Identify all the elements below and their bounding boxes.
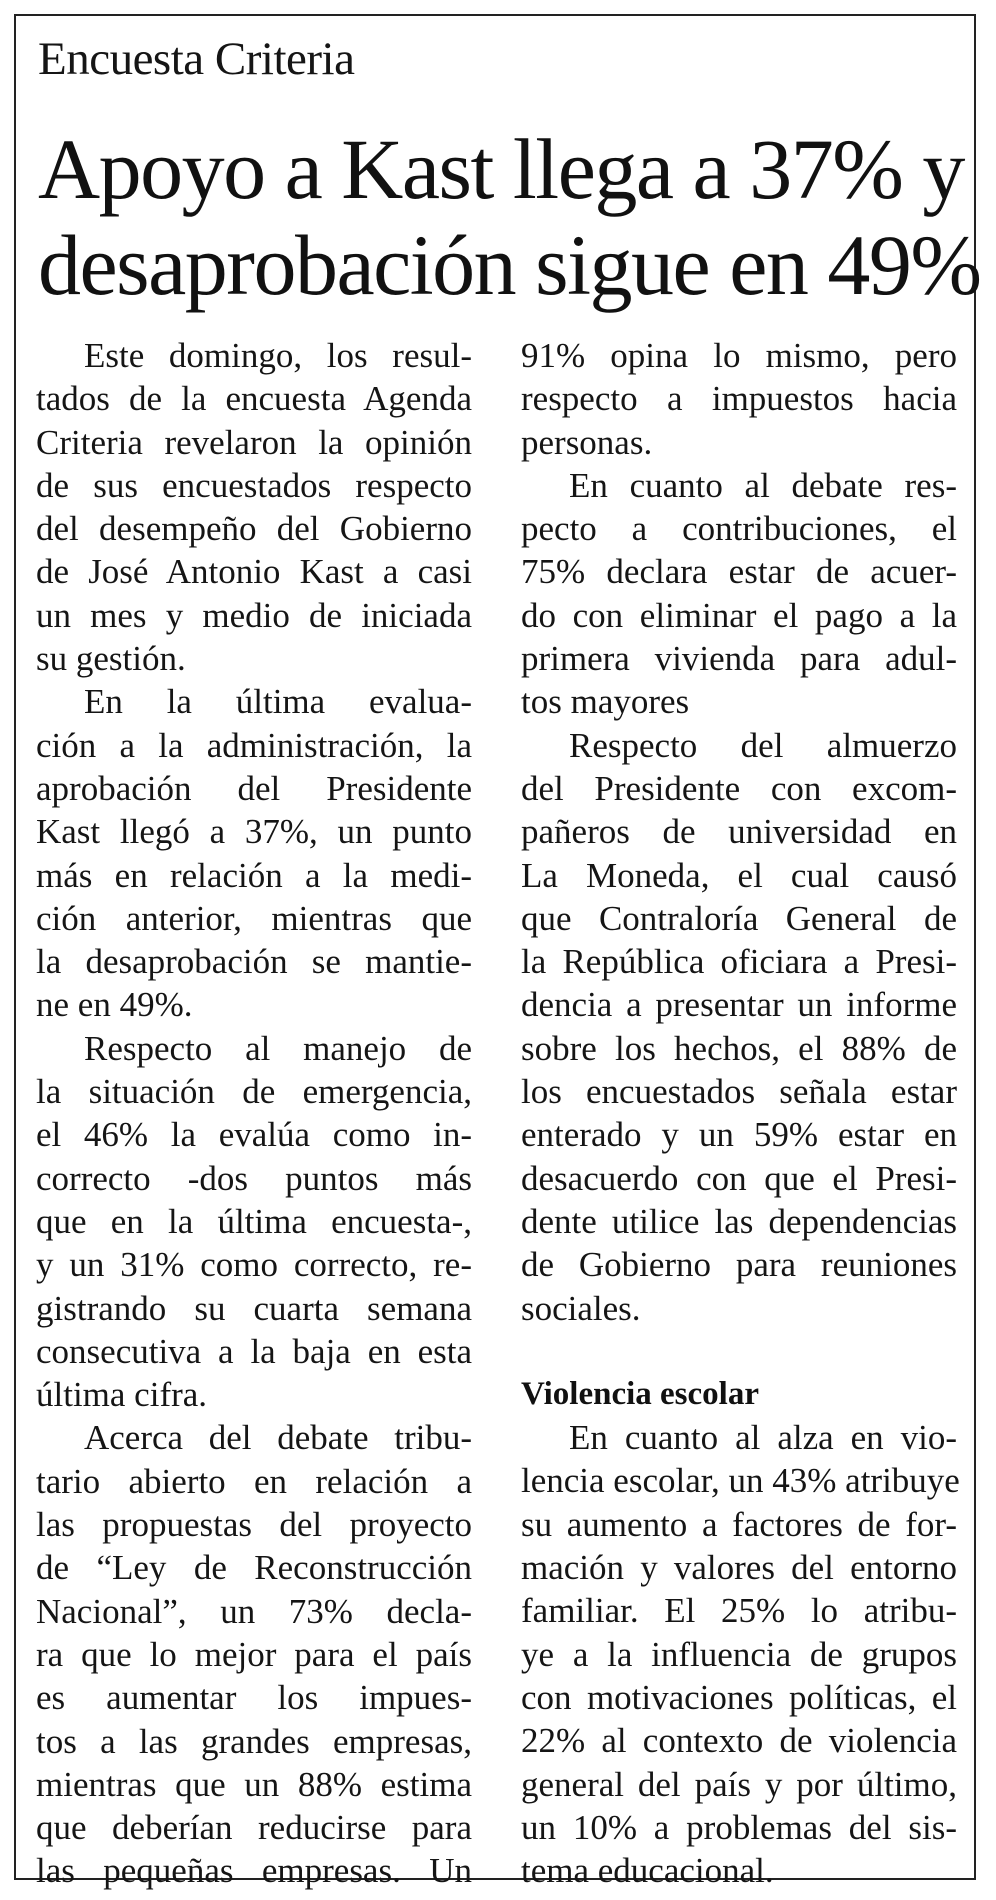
body-text-line: última cifra. bbox=[36, 1375, 208, 1415]
body-text-line: sociales. bbox=[521, 1288, 641, 1328]
body-text-line: ción a la administración, la bbox=[36, 725, 472, 765]
body-text-line: tados de la encuesta Agenda bbox=[36, 379, 472, 419]
body-text-line: Kast llegó a 37%, un punto bbox=[36, 812, 472, 852]
body-text-line: pañeros de universidad en bbox=[521, 812, 957, 852]
body-text-line: los encuestados señala estar bbox=[521, 1072, 957, 1112]
body-text-line: do con eliminar el pago a la bbox=[521, 595, 957, 635]
body-text-line: sobre los hechos, el 88% de bbox=[521, 1028, 957, 1068]
paragraph-first-line: En cuanto al alza en vio- bbox=[569, 1418, 957, 1458]
body-text-line: general del país y por último, bbox=[521, 1764, 957, 1804]
body-text-line: su gestión. bbox=[36, 639, 186, 679]
body-text-line: del desempeño del Gobierno bbox=[36, 509, 472, 549]
body-text-line: mientras que un 88% estima bbox=[36, 1764, 472, 1804]
body-text-line: la situación de emergencia, bbox=[36, 1072, 472, 1112]
headline bbox=[38, 121, 981, 313]
body-text-line: ne en 49%. bbox=[36, 985, 193, 1025]
paragraph-first-line: En cuanto al debate res- bbox=[569, 465, 957, 505]
headline-line: Apoyo a Kast llega a 37% y bbox=[38, 121, 964, 217]
paragraph-first-line: Este domingo, los resul- bbox=[84, 336, 472, 375]
body-text-line: 75% declara estar de acuer- bbox=[521, 552, 957, 592]
body-text-line: ra que lo mejor para el país bbox=[36, 1634, 472, 1674]
section-subhead: Violencia escolar bbox=[521, 1375, 759, 1412]
body-text-line: del Presidente con excom- bbox=[521, 768, 957, 808]
body-text-line: de sus encuestados respecto bbox=[36, 465, 472, 505]
body-text-line: gistrando su cuarta semana bbox=[36, 1288, 472, 1328]
column-right bbox=[521, 334, 960, 1892]
body-text-line: personas. bbox=[521, 422, 653, 462]
column-left bbox=[36, 334, 472, 1893]
body-text-line: enterado y un 59% estar en bbox=[521, 1115, 957, 1155]
body-text-line: tario abierto en relación a bbox=[36, 1461, 472, 1501]
body-text-line: respecto a impuestos hacia bbox=[521, 379, 957, 419]
body-text-line: La Moneda, el cual causó bbox=[521, 855, 957, 895]
body-text-line: un mes y medio de iniciada bbox=[36, 595, 472, 635]
body-text-line: un 10% a problemas del sis- bbox=[521, 1807, 957, 1847]
headline-line: desaprobación sigue en 49% bbox=[38, 217, 981, 313]
body-text-line: tos mayores bbox=[521, 682, 690, 722]
body-text-line: primera vivienda para adul- bbox=[521, 639, 957, 679]
body-text-line: correcto -dos puntos más bbox=[36, 1158, 472, 1198]
body-text-line: la desaprobación se mantie- bbox=[36, 942, 472, 982]
body-text-line: Criteria revelaron la opinión bbox=[36, 422, 472, 462]
body-text-line: y un 31% como correcto, re- bbox=[36, 1245, 472, 1285]
body-text-line: consecutiva a la baja en esta bbox=[36, 1331, 472, 1371]
body-text-line: es aumentar los impues- bbox=[36, 1678, 472, 1718]
body-text-line: su aumento a factores de for- bbox=[521, 1504, 957, 1544]
body-text-line: con motivaciones políticas, el bbox=[521, 1677, 957, 1717]
article-frame bbox=[14, 14, 981, 1891]
body-text-line: tos a las grandes empresas, bbox=[36, 1721, 472, 1761]
body-text-line: mación y valores del entorno bbox=[521, 1548, 957, 1588]
kicker: Encuesta Criteria bbox=[38, 33, 355, 85]
body-text-line: lencia escolar, un 43% atribuye bbox=[521, 1461, 960, 1501]
body-text-line: tema educacional. bbox=[521, 1851, 774, 1891]
body-text-line: las pequeñas empresas. Un bbox=[36, 1851, 472, 1891]
body-text-line: aprobación del Presidente bbox=[36, 768, 472, 808]
body-text-line: ción anterior, mientras que bbox=[36, 898, 472, 938]
body-text-line: de José Antonio Kast a casi bbox=[36, 552, 472, 592]
body-text-line: pecto a contribuciones, el bbox=[521, 509, 957, 549]
paragraph-first-line: Respecto del almuerzo bbox=[569, 725, 957, 765]
body-text-line: que en la última encuesta-, bbox=[36, 1201, 472, 1241]
body-text-line: 22% al contexto de violencia bbox=[521, 1721, 957, 1761]
body-text-line: de “Ley de Reconstrucción bbox=[36, 1548, 472, 1588]
body-text-line: 91% opina lo mismo, pero bbox=[521, 336, 957, 375]
body-text-line: de Gobierno para reuniones bbox=[521, 1245, 957, 1285]
body-text-line: dencia a presentar un informe bbox=[521, 985, 957, 1025]
body-text-line: la República oficiara a Presi- bbox=[521, 942, 957, 982]
paragraph-first-line: Respecto al manejo de bbox=[84, 1028, 472, 1068]
paragraph-first-line: Acerca del debate tribu- bbox=[84, 1418, 472, 1458]
body-text-line: que deberían reducirse para bbox=[36, 1808, 472, 1848]
body-text-line: Nacional”, un 73% decla- bbox=[36, 1591, 472, 1631]
body-text-line: más en relación a la medi- bbox=[36, 855, 472, 895]
body-text-line: las propuestas del proyecto bbox=[36, 1505, 472, 1545]
body-text-line: que Contraloría General de bbox=[521, 898, 957, 938]
body-text-line: el 46% la evalúa como in- bbox=[36, 1115, 472, 1155]
body-text-line: ye a la influencia de grupos bbox=[521, 1634, 957, 1674]
body-text-line: desacuerdo con que el Presi- bbox=[521, 1158, 957, 1198]
paragraph-first-line: En la última evalua- bbox=[84, 682, 472, 722]
body-text-line: familiar. El 25% lo atribu- bbox=[521, 1591, 957, 1631]
body-text-line: dente utilice las dependencias bbox=[521, 1201, 957, 1241]
